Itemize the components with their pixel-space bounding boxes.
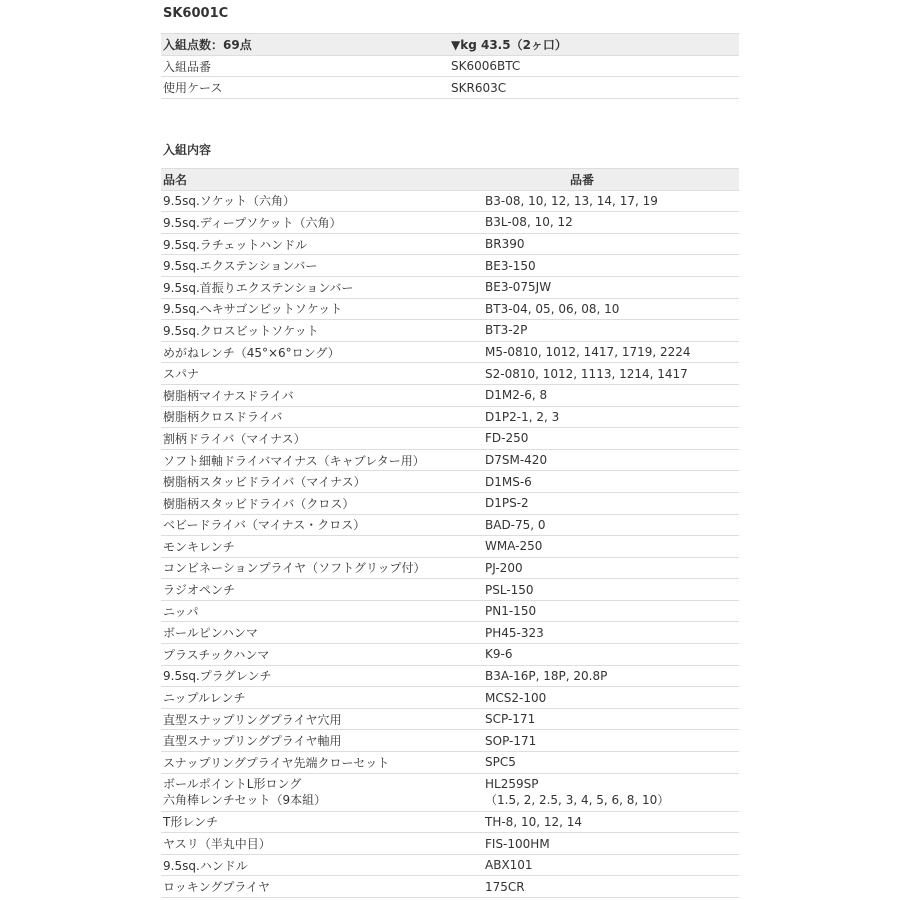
table-row bbox=[161, 557, 739, 579]
table-row bbox=[161, 492, 739, 514]
table-row bbox=[161, 233, 739, 255]
table-row bbox=[161, 449, 739, 471]
item-name: ベビードライバ（マイナス・クロス） bbox=[161, 514, 483, 536]
item-name: ロッキングプライヤ bbox=[161, 876, 483, 898]
item-code: PSL-150 bbox=[483, 579, 739, 601]
item-code: BT3-04, 05, 06, 08, 10 bbox=[483, 298, 739, 320]
table-row bbox=[161, 298, 739, 320]
item-name: プラスチックハンマ bbox=[161, 644, 483, 666]
table-row bbox=[161, 320, 739, 342]
item-name: 樹脂柄スタッビドライバ（クロス） bbox=[161, 492, 483, 514]
item-code: PN1-150 bbox=[483, 600, 739, 622]
table-row bbox=[161, 276, 739, 298]
item-name: T形レンチ bbox=[161, 811, 483, 833]
table-row bbox=[161, 579, 739, 601]
item-name: 9.5sq.ラチェットハンドル bbox=[161, 233, 483, 255]
item-name: 9.5sq.エクステンションバー bbox=[161, 255, 483, 277]
item-code: BE3-075JW bbox=[483, 276, 739, 298]
contents-header-row bbox=[161, 169, 739, 191]
spec-table bbox=[161, 33, 739, 99]
item-name-line: 六角棒レンチセット（9本組） bbox=[163, 793, 327, 808]
contents-title: 入組内容 bbox=[163, 143, 212, 157]
table-row bbox=[161, 536, 739, 558]
item-code: BT3-2P bbox=[483, 320, 739, 342]
contents-tall-row-group bbox=[161, 773, 739, 811]
item-code: S2-0810, 1012, 1113, 1214, 1417 bbox=[483, 363, 739, 385]
item-code: PH45-323 bbox=[483, 622, 739, 644]
item-name: 樹脂柄クロスドライバ bbox=[161, 406, 483, 428]
table-row bbox=[161, 341, 739, 363]
item-code: BAD-75, 0 bbox=[483, 514, 739, 536]
spec-row-value: SKR603C bbox=[449, 77, 739, 99]
item-name: コンビネーションプライヤ（ソフトグリップ付） bbox=[161, 557, 483, 579]
item-code: D7SM-420 bbox=[483, 449, 739, 471]
item-code: PJ-200 bbox=[483, 557, 739, 579]
table-row bbox=[161, 854, 739, 876]
item-code: ABX101 bbox=[483, 854, 739, 876]
item-code: B3L-08, 10, 12 bbox=[483, 212, 739, 234]
item-name: ボールピンハンマ bbox=[161, 622, 483, 644]
item-name: 直型スナップリングプライヤ穴用 bbox=[161, 708, 483, 730]
item-name: 9.5sq.ディープソケット（六角） bbox=[161, 212, 483, 234]
item-name: 割柄ドライバ（マイナス） bbox=[161, 428, 483, 450]
table-row bbox=[161, 773, 739, 811]
table-row bbox=[161, 708, 739, 730]
item-code: M5-0810, 1012, 1417, 1719, 2224 bbox=[483, 341, 739, 363]
table-row bbox=[161, 811, 739, 833]
spec-row-label: 入組品番 bbox=[161, 55, 449, 77]
item-name bbox=[161, 773, 483, 811]
item-code: FIS-100HM bbox=[483, 833, 739, 855]
table-row bbox=[161, 384, 739, 406]
item-code: 175CR bbox=[483, 876, 739, 898]
table-row bbox=[161, 406, 739, 428]
table-row bbox=[161, 428, 739, 450]
table-row bbox=[161, 212, 739, 234]
item-code: SPC5 bbox=[483, 752, 739, 774]
spec-row bbox=[161, 77, 739, 99]
item-name: 9.5sq.ヘキサゴンビットソケット bbox=[161, 298, 483, 320]
item-name: ヤスリ（半丸中目） bbox=[161, 833, 483, 855]
spec-row bbox=[161, 55, 739, 77]
item-code: K9-6 bbox=[483, 644, 739, 666]
item-name: 9.5sq.ソケット（六角） bbox=[161, 190, 483, 212]
model-number: SK6001C bbox=[163, 6, 229, 21]
item-name: ラジオペンチ bbox=[161, 579, 483, 601]
item-name: スナップリングプライヤ先端クローセット bbox=[161, 752, 483, 774]
spec-count-label: 入組点数：69点 bbox=[161, 34, 449, 56]
contents-rows bbox=[161, 811, 739, 897]
item-name: ニッパ bbox=[161, 600, 483, 622]
item-code: D1M2-6, 8 bbox=[483, 384, 739, 406]
table-row bbox=[161, 687, 739, 709]
item-name: モンキレンチ bbox=[161, 536, 483, 558]
item-code: SOP-171 bbox=[483, 730, 739, 752]
table-row bbox=[161, 644, 739, 666]
table-row bbox=[161, 255, 739, 277]
spec-header-row bbox=[161, 34, 739, 56]
table-row bbox=[161, 730, 739, 752]
item-name: 樹脂柄スタッビドライバ（マイナス） bbox=[161, 471, 483, 493]
column-header-code: 品番 bbox=[483, 169, 739, 191]
table-row bbox=[161, 190, 739, 212]
column-header-name: 品名 bbox=[161, 169, 483, 191]
spec-row-value: SK6006BTC bbox=[449, 55, 739, 77]
item-name: ニップルレンチ bbox=[161, 687, 483, 709]
table-row bbox=[161, 471, 739, 493]
table-row bbox=[161, 622, 739, 644]
item-code: B3-08, 10, 12, 13, 14, 17, 19 bbox=[483, 190, 739, 212]
item-code-line: HL259SP bbox=[485, 777, 539, 792]
item-name: 直型スナップリングプライヤ軸用 bbox=[161, 730, 483, 752]
item-name: ソフト細軸ドライバマイナス（キャブレター用） bbox=[161, 449, 483, 471]
item-name: 9.5sq.ハンドル bbox=[161, 854, 483, 876]
item-code: D1PS-2 bbox=[483, 492, 739, 514]
table-row bbox=[161, 752, 739, 774]
table-row bbox=[161, 876, 739, 898]
item-name: スパナ bbox=[161, 363, 483, 385]
item-code bbox=[483, 773, 739, 811]
contents-table bbox=[161, 168, 739, 898]
item-code: B3A-16P, 18P, 20.8P bbox=[483, 665, 739, 687]
item-name: めがねレンチ（45°×6°ロング） bbox=[161, 341, 483, 363]
item-name: 樹脂柄マイナスドライバ bbox=[161, 384, 483, 406]
item-code: D1P2-1, 2, 3 bbox=[483, 406, 739, 428]
item-code: FD-250 bbox=[483, 428, 739, 450]
item-name-line: ボールポイントL形ロング bbox=[163, 777, 302, 792]
table-row bbox=[161, 665, 739, 687]
table-row bbox=[161, 514, 739, 536]
spec-row-label: 使用ケース bbox=[161, 77, 449, 99]
item-name: 9.5sq.プラグレンチ bbox=[161, 665, 483, 687]
item-code: BE3-150 bbox=[483, 255, 739, 277]
table-row bbox=[161, 363, 739, 385]
item-code: D1MS-6 bbox=[483, 471, 739, 493]
table-row bbox=[161, 600, 739, 622]
item-code: MCS2-100 bbox=[483, 687, 739, 709]
item-code-line: （1.5, 2, 2.5, 3, 4, 5, 6, 8, 10） bbox=[485, 793, 670, 808]
item-code: BR390 bbox=[483, 233, 739, 255]
spec-weight-value: ▼kg 43.5（2ヶ口） bbox=[449, 34, 739, 56]
table-row bbox=[161, 833, 739, 855]
item-code: TH-8, 10, 12, 14 bbox=[483, 811, 739, 833]
contents-rows bbox=[161, 190, 739, 773]
item-name: 9.5sq.首振りエクステンションバー bbox=[161, 276, 483, 298]
item-code: SCP-171 bbox=[483, 708, 739, 730]
item-code: WMA-250 bbox=[483, 536, 739, 558]
item-name: 9.5sq.クロスビットソケット bbox=[161, 320, 483, 342]
